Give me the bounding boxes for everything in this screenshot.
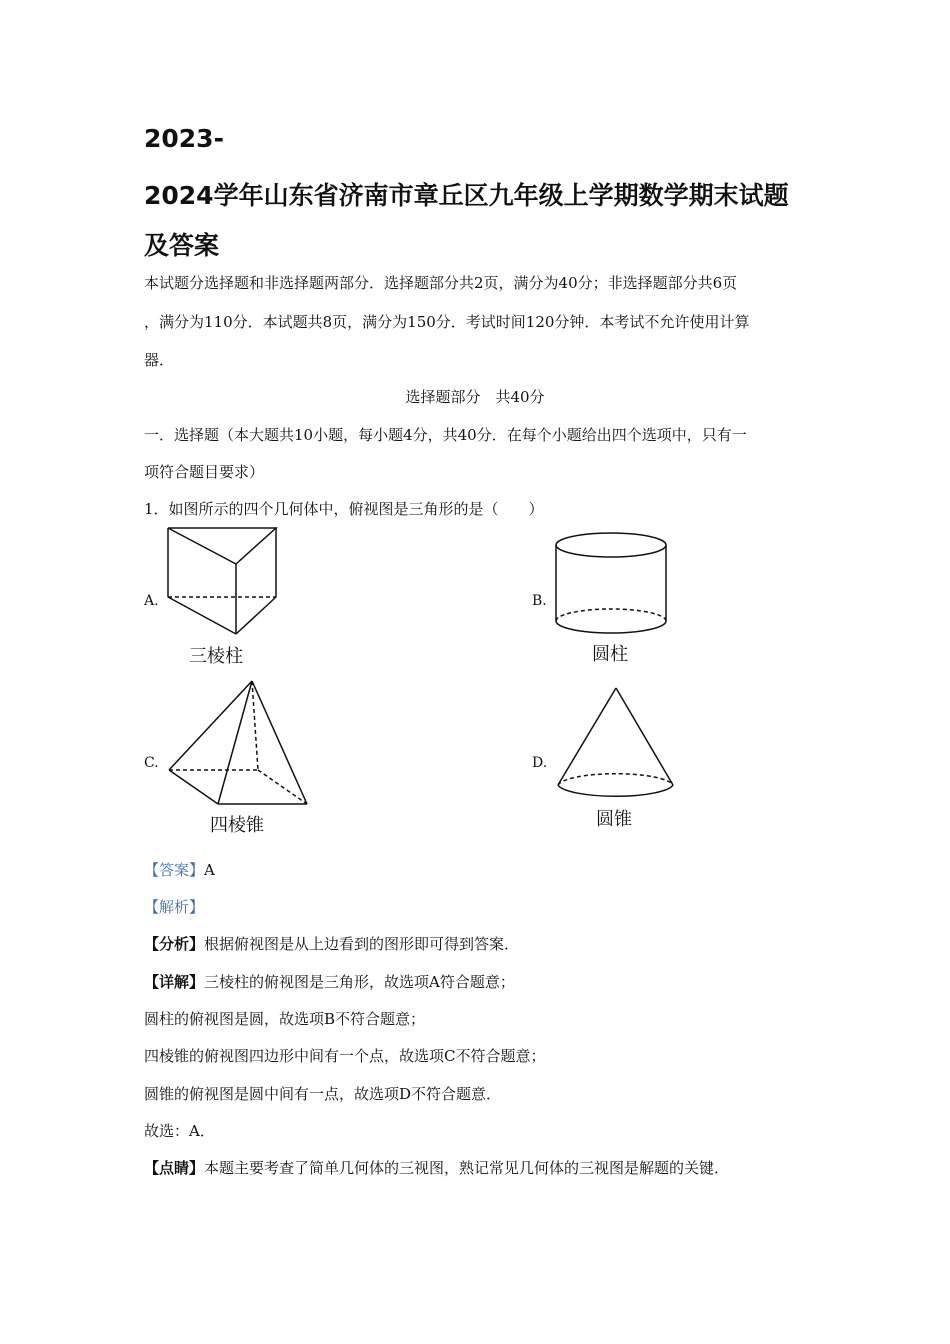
explanation-line-3: 四棱锥的俯视图四边形中间有一个点，故选项C不符合题意； [144,1047,546,1065]
title-line-3: 及答案 [144,231,220,260]
intro-line-3: 器． [144,351,175,369]
explanation-line-4: 圆锥的俯视图是圆中间有一点，故选项D不符合题意． [144,1085,502,1103]
option-d-letter: D. [532,755,548,771]
triangular-prism-figure [160,520,290,645]
option-a-caption: 三棱柱 [189,646,243,667]
intro-line-1: 本试题分选择题和非选择题两部分．选择题部分共2页，满分为40分；非选择题部分共6页 [144,274,738,292]
fenxi-line [144,933,519,954]
title-line-2: 2024学年山东省济南市章丘区九年级上学期数学期末试题 [144,181,789,210]
xiangjie-label: 【详解】 [144,973,205,991]
option-c-caption: 四棱锥 [210,815,264,836]
answer-line [144,859,215,880]
title-line-1: 2023- [144,124,224,153]
dianjing-text: 本题主要考查了简单几何体的三视图，熟记常见几何体的三视图是解题的关键． [204,1159,730,1177]
option-a-letter: A. [144,593,159,609]
option-b-letter: B. [532,593,547,609]
intro-line-2: ，满分为110分．本试题共8页，满分为150分．考试时间120分钟．本考试不允许使用计算 [144,313,750,331]
answer-label: 【答案】 [144,861,205,879]
option-d-caption: 圆锥 [596,809,632,830]
analysis-label: 【解析】 [144,898,205,916]
explanation-line-5: 故选：A． [144,1122,215,1140]
square-pyramid-figure [160,675,315,815]
answer-value: A [204,861,215,879]
xiangjie-text: 三棱柱的俯视图是三角形，故选项A符合题意； [204,973,515,991]
dianjing-line [144,1157,729,1178]
part1-line-1: 一．选择题（本大题共10小题，每小题4分，共40分．在每个小题给出四个选项中，只有一 [144,426,747,444]
explanation-line-2: 圆柱的俯视图是圆，故选项B不符合题意； [144,1010,426,1028]
dianjing-label: 【点睛】 [144,1159,205,1177]
xiangjie-line [144,971,515,992]
option-c-letter: C. [144,755,159,771]
cone-figure [550,680,680,805]
question-stem: 1．如图所示的四个几何体中，俯视图是三角形的是（ ） [144,500,544,518]
part1-line-2: 项符合题目要求） [144,463,265,481]
section-heading: 选择题部分 共40分 [405,388,545,406]
fenxi-text: 根据俯视图是从上边看到的图形即可得到答案． [204,935,520,953]
option-b-caption: 圆柱 [592,644,628,665]
fenxi-label: 【分析】 [144,935,205,953]
cylinder-figure [550,528,675,638]
